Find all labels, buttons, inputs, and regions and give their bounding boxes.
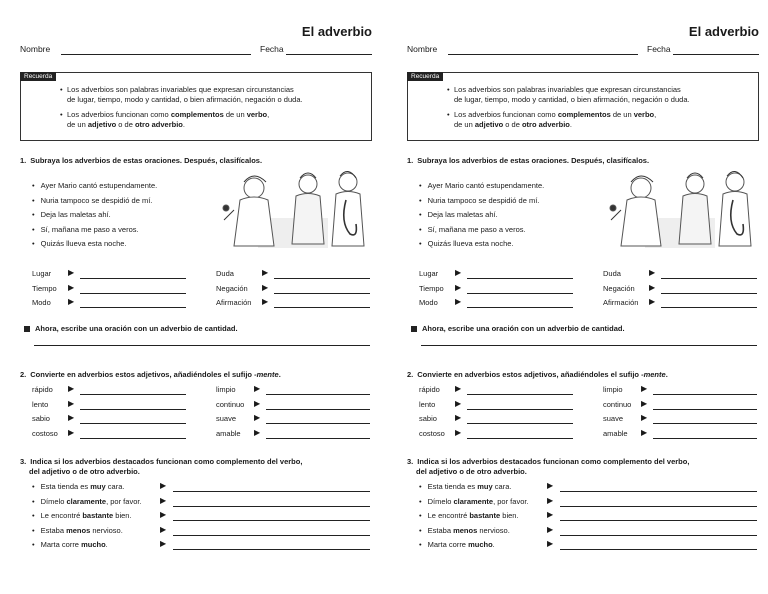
answer-line[interactable]	[661, 307, 757, 308]
answer-line[interactable]	[173, 506, 370, 507]
arrow-icon: ▶	[254, 398, 261, 408]
bullet-icon: •	[419, 540, 422, 549]
sentence-item	[419, 196, 539, 205]
square-bullet-icon	[24, 326, 30, 332]
exercise-number: 2.	[407, 370, 414, 379]
arrow-icon: ▶	[455, 398, 462, 408]
sentence-text: Dímelo	[427, 496, 454, 506]
task-text: Ahora, escribe una oración con un adverbio de cantidad.	[422, 324, 625, 333]
exercise-text: del adjetivo o de otro adverbio.	[416, 467, 527, 476]
answer-line[interactable]	[560, 506, 757, 507]
task-text: Ahora, escribe una oración con un adverbio de cantidad.	[35, 324, 238, 333]
sentence-text: Quizás llueva esta noche.	[427, 239, 514, 248]
exercise-text-italic: -mente	[254, 370, 279, 379]
bullet-icon: •	[32, 482, 35, 491]
arrow-icon: ▶	[649, 297, 656, 306]
exercise-text: Convierte en adverbios estos adjetivos, añadiéndoles el sufijo	[30, 370, 255, 379]
bullet-icon: •	[32, 525, 35, 535]
answer-line[interactable]	[80, 307, 186, 308]
bullet-icon: •	[32, 195, 35, 205]
exercise-text: del adjetivo o de otro adverbio.	[29, 467, 140, 476]
sentence-text: Marta corre	[40, 540, 82, 549]
sentence-item	[32, 540, 108, 549]
arrow-icon: ▶	[641, 413, 648, 422]
bold-text: adjetivo	[87, 120, 117, 129]
date-field[interactable]	[673, 54, 759, 55]
bold-text: complementos	[557, 110, 611, 119]
answer-line[interactable]	[266, 409, 370, 410]
date-label: Fecha	[260, 44, 284, 54]
bullet-icon: •	[32, 496, 35, 506]
bold-text: complementos	[170, 110, 224, 119]
exercise-2-title	[20, 370, 281, 379]
exercise-text: Subraya los adverbios de estas oraciones. Después, clasifícalos.	[30, 156, 263, 165]
recuerda-point-2	[447, 110, 657, 130]
arrow-icon: ▶	[455, 297, 462, 306]
date-label: Fecha	[647, 44, 671, 54]
category-label: Afirmación	[216, 298, 252, 307]
exercise-text-italic: -mente	[641, 370, 666, 379]
sentence-text: Le encontré	[427, 511, 470, 520]
answer-line[interactable]	[467, 307, 573, 308]
bullet-icon: •	[32, 224, 35, 234]
arrow-icon: ▶	[68, 282, 75, 292]
page-title: El adverbio	[688, 24, 759, 39]
adjective-label: limpio	[603, 385, 623, 394]
recuerda-box	[20, 72, 372, 141]
exercise-3-title	[407, 457, 689, 477]
sentence-item	[32, 239, 127, 248]
arrow-icon: ▶	[68, 427, 75, 437]
arrow-icon: ▶	[641, 427, 648, 437]
sentence-text: Ayer Mario cantó estupendamente.	[427, 181, 545, 190]
text: de un	[610, 110, 634, 119]
exercise-number: 1.	[407, 156, 414, 165]
page-title: El adverbio	[301, 24, 372, 39]
name-field[interactable]	[448, 54, 638, 55]
arrow-icon: ▶	[160, 524, 167, 534]
square-bullet-icon	[411, 326, 417, 332]
arrow-icon: ▶	[262, 297, 269, 306]
bullet-icon: •	[447, 85, 450, 94]
adjective-label: continuo	[603, 399, 632, 409]
adjective-label: sabio	[419, 414, 437, 423]
recuerda-text: Los adverbios son palabras invariables que expresan circunstancias	[67, 85, 294, 94]
text: .	[182, 120, 185, 129]
answer-line[interactable]	[80, 394, 186, 395]
recuerda-box	[407, 72, 759, 141]
answer-line[interactable]	[80, 409, 186, 410]
adjective-label: costoso	[32, 428, 58, 438]
arrow-icon: ▶	[547, 495, 554, 505]
arrow-icon: ▶	[455, 413, 462, 422]
recuerda-text	[454, 110, 656, 120]
arrow-icon: ▶	[68, 413, 75, 422]
arrow-icon: ▶	[68, 398, 75, 408]
recuerda-text	[67, 120, 269, 130]
answer-line[interactable]	[266, 423, 370, 424]
sentence-text: cara.	[105, 482, 125, 491]
category-label: Negación	[603, 283, 635, 293]
arrow-icon: ▶	[160, 495, 167, 505]
answer-line[interactable]	[274, 278, 370, 279]
answer-line[interactable]	[560, 535, 757, 536]
text: ,	[267, 110, 270, 119]
recuerda-text: de lugar, tiempo, modo y cantidad, o bien afirmación, negación o duda.	[67, 95, 303, 104]
answer-line[interactable]	[467, 278, 573, 279]
answer-line[interactable]	[653, 394, 757, 395]
answer-line[interactable]	[560, 491, 757, 492]
bullet-icon: •	[419, 239, 422, 248]
bold-text: otro adverbio	[521, 120, 570, 129]
answer-line[interactable]	[467, 394, 573, 395]
sentence-text: Estaba	[427, 525, 454, 535]
arrow-icon: ▶	[455, 427, 462, 437]
singer-and-saxophonist-icon	[603, 170, 763, 252]
answer-line[interactable]	[274, 307, 370, 308]
bullet-icon: •	[419, 511, 422, 520]
arrow-icon: ▶	[160, 539, 167, 548]
answer-line[interactable]	[173, 535, 370, 536]
sentence-text: Nuria tampoco se despidió de mí.	[427, 195, 540, 205]
arrow-icon: ▶	[455, 268, 462, 277]
sentence-text: Deja las maletas ahí.	[427, 210, 498, 219]
text: Los adverbios funcionan como	[454, 110, 558, 119]
answer-line[interactable]	[653, 423, 757, 424]
text: .	[569, 120, 572, 129]
sentence-item	[32, 497, 142, 506]
answer-line[interactable]	[653, 438, 757, 439]
adjective-label: rápido	[32, 385, 53, 394]
sentence-item	[419, 511, 519, 520]
answer-line[interactable]	[560, 549, 757, 550]
exercise-number: 3.	[20, 457, 27, 466]
answer-line[interactable]	[661, 278, 757, 279]
highlighted-adverb: menos	[66, 525, 91, 535]
exercise-3-title	[20, 457, 302, 477]
recuerda-point-1	[447, 85, 690, 105]
adjective-label: lento	[419, 399, 436, 409]
bullet-icon: •	[419, 482, 422, 491]
answer-line[interactable]	[80, 293, 186, 294]
answer-line[interactable]	[467, 423, 573, 424]
bullet-icon: •	[32, 511, 35, 520]
sentence-item	[419, 526, 510, 535]
name-label: Nombre	[20, 44, 51, 54]
exercise-2-title	[407, 370, 668, 379]
sentence-item	[419, 181, 544, 190]
arrow-icon: ▶	[68, 268, 75, 277]
sentence-text: Estaba	[40, 525, 67, 535]
arrow-icon: ▶	[547, 481, 554, 490]
arrow-icon: ▶	[262, 282, 269, 292]
sentence-text: Marta corre	[427, 540, 469, 549]
exercise-text: Indica si los adverbios destacados funcionan como complemento del verbo,	[417, 457, 690, 466]
exercise-text: Convierte en adverbios estos adjetivos, añadiéndoles el sufijo	[417, 370, 642, 379]
highlighted-adverb: bastante	[469, 511, 501, 520]
worksheet-left	[20, 0, 372, 594]
sentence-text: Esta tienda es	[40, 482, 91, 491]
sentence-text: nervioso.	[90, 525, 123, 535]
sentence-item	[419, 210, 498, 219]
sentence-item	[419, 239, 514, 248]
sentence-text: cara.	[492, 482, 512, 491]
sentence-text: nervioso.	[477, 525, 510, 535]
highlighted-adverb: bastante	[82, 511, 114, 520]
highlighted-adverb: muy	[477, 482, 493, 491]
arrow-icon: ▶	[649, 282, 656, 292]
adjective-label: continuo	[216, 399, 245, 409]
bullet-icon: •	[60, 85, 63, 94]
sentence-item	[419, 482, 511, 491]
bold-text: otro adverbio	[134, 120, 183, 129]
bullet-icon: •	[419, 496, 422, 506]
answer-line[interactable]	[173, 520, 370, 521]
exercise-1-task	[24, 324, 238, 333]
bullet-icon: •	[419, 224, 422, 234]
text: o de	[116, 120, 135, 129]
highlighted-adverb: claramente	[66, 496, 107, 506]
bullet-icon: •	[419, 210, 422, 219]
adjective-label: lento	[32, 399, 49, 409]
sentence-text: .	[105, 540, 108, 549]
sentence-text: bien.	[500, 511, 519, 520]
exercise-text: .	[665, 370, 668, 379]
sentence-item	[419, 497, 529, 506]
text: de un	[223, 110, 247, 119]
arrow-icon: ▶	[547, 510, 554, 519]
text: de un	[454, 120, 475, 129]
bullet-icon: •	[32, 181, 35, 190]
arrow-icon: ▶	[641, 398, 648, 408]
arrow-icon: ▶	[160, 481, 167, 490]
sentence-text: Deja las maletas ahí.	[40, 210, 111, 219]
sentence-text: Le encontré	[40, 511, 83, 520]
exercise-number: 3.	[407, 457, 414, 466]
answer-line[interactable]	[467, 438, 573, 439]
bold-text: adjetivo	[474, 120, 504, 129]
sentence-item	[32, 526, 123, 535]
sentence-text: .	[492, 540, 495, 549]
sentence-text: Esta tienda es	[427, 482, 478, 491]
recuerda-text: de lugar, tiempo, modo y cantidad, o bien afirmación, negación o duda.	[454, 95, 690, 104]
category-label: Modo	[419, 298, 438, 307]
arrow-icon: ▶	[649, 268, 656, 277]
sentence-text: bien.	[113, 511, 132, 520]
exercise-1-title	[407, 156, 649, 165]
bold-text: verbo	[633, 110, 655, 119]
recuerda-text	[454, 120, 656, 130]
answer-line[interactable]	[653, 409, 757, 410]
category-label: Modo	[32, 298, 51, 307]
adjective-label: suave	[216, 414, 237, 423]
adjective-label: sabio	[32, 414, 50, 423]
recuerda-tag: Recuerda	[407, 72, 443, 81]
recuerda-point-2	[60, 110, 270, 130]
adjective-label: limpio	[216, 385, 236, 394]
arrow-icon: ▶	[254, 427, 261, 437]
text: ,	[654, 110, 657, 119]
recuerda-text	[67, 110, 269, 120]
sentence-item	[419, 540, 495, 549]
answer-line[interactable]	[173, 491, 370, 492]
adjective-label: suave	[603, 414, 624, 423]
arrow-icon: ▶	[641, 384, 648, 393]
bold-text: verbo	[246, 110, 268, 119]
exercise-text: .	[278, 370, 281, 379]
sentence-text: Dímelo	[40, 496, 67, 506]
highlighted-adverb: mucho	[81, 540, 106, 549]
answer-line[interactable]	[560, 520, 757, 521]
category-label: Lugar	[419, 269, 439, 278]
answer-line[interactable]	[467, 293, 573, 294]
adjective-label: amable	[603, 428, 628, 438]
sentence-text: Ayer Mario cantó estupendamente.	[40, 181, 158, 190]
recuerda-point-1	[60, 85, 303, 105]
adjective-label: costoso	[419, 428, 445, 438]
answer-line[interactable]	[274, 293, 370, 294]
exercise-text: Indica si los adverbios destacados funcionan como complemento del verbo,	[30, 457, 303, 466]
arrow-icon: ▶	[68, 384, 75, 393]
text: de un	[67, 120, 88, 129]
sentence-item	[32, 196, 152, 205]
category-label: Duda	[603, 269, 621, 278]
arrow-icon: ▶	[547, 524, 554, 534]
exercise-1-task	[411, 324, 625, 333]
answer-line[interactable]	[80, 423, 186, 424]
text: o de	[503, 120, 522, 129]
category-label: Negación	[216, 283, 248, 293]
highlighted-adverb: mucho	[468, 540, 493, 549]
name-label: Nombre	[407, 44, 438, 54]
bullet-icon: •	[60, 110, 63, 119]
bullet-icon: •	[447, 110, 450, 119]
sentence-item	[32, 210, 111, 219]
singer-and-saxophonist-icon	[216, 170, 376, 252]
bullet-icon: •	[32, 239, 35, 248]
arrow-icon: ▶	[455, 384, 462, 393]
sentence-text: Quizás llueva esta noche.	[40, 239, 127, 248]
bullet-icon: •	[32, 540, 35, 549]
highlighted-adverb: muy	[90, 482, 106, 491]
arrow-icon: ▶	[254, 413, 261, 422]
arrow-icon: ▶	[262, 268, 269, 277]
answer-line[interactable]	[34, 345, 370, 346]
answer-line[interactable]	[80, 278, 186, 279]
date-field[interactable]	[286, 54, 372, 55]
adjective-label: rápido	[419, 385, 440, 394]
answer-line[interactable]	[661, 293, 757, 294]
category-label: Lugar	[32, 269, 52, 278]
category-label: Afirmación	[603, 298, 639, 307]
bullet-icon: •	[419, 181, 422, 190]
sentence-item	[32, 511, 132, 520]
answer-line[interactable]	[173, 549, 370, 550]
category-label: Duda	[216, 269, 234, 278]
sentence-item	[32, 225, 139, 234]
name-field[interactable]	[61, 54, 251, 55]
answer-line[interactable]	[80, 438, 186, 439]
arrow-icon: ▶	[254, 384, 261, 393]
sentence-text: Nuria tampoco se despidió de mí.	[40, 195, 153, 205]
answer-line[interactable]	[421, 345, 757, 346]
exercise-1-title	[20, 156, 262, 165]
arrow-icon: ▶	[68, 297, 75, 306]
category-label: Tiempo	[32, 283, 57, 293]
exercise-text: Subraya los adverbios de estas oraciones. Después, clasifícalos.	[417, 156, 650, 165]
sentence-item	[32, 181, 157, 190]
sentence-text: Sí, mañana me paso a veros.	[40, 224, 139, 234]
bullet-icon: •	[419, 195, 422, 205]
answer-line[interactable]	[467, 409, 573, 410]
sentence-text: Sí, mañana me paso a veros.	[427, 224, 526, 234]
highlighted-adverb: menos	[453, 525, 478, 535]
sentence-text: , por favor.	[106, 496, 142, 506]
highlighted-adverb: claramente	[453, 496, 494, 506]
recuerda-tag: Recuerda	[20, 72, 56, 81]
arrow-icon: ▶	[160, 510, 167, 519]
answer-line[interactable]	[266, 438, 370, 439]
bullet-icon: •	[419, 525, 422, 535]
sentence-item	[32, 482, 124, 491]
recuerda-text: Los adverbios son palabras invariables que expresan circunstancias	[454, 85, 681, 94]
exercise-number: 1.	[20, 156, 27, 165]
adjective-label: amable	[216, 428, 241, 438]
text: Los adverbios funcionan como	[67, 110, 171, 119]
category-label: Tiempo	[419, 283, 444, 293]
worksheet-right	[407, 0, 759, 594]
exercise-number: 2.	[20, 370, 27, 379]
arrow-icon: ▶	[455, 282, 462, 292]
answer-line[interactable]	[266, 394, 370, 395]
bullet-icon: •	[32, 210, 35, 219]
arrow-icon: ▶	[547, 539, 554, 548]
sentence-item	[419, 225, 526, 234]
sentence-text: , por favor.	[493, 496, 529, 506]
